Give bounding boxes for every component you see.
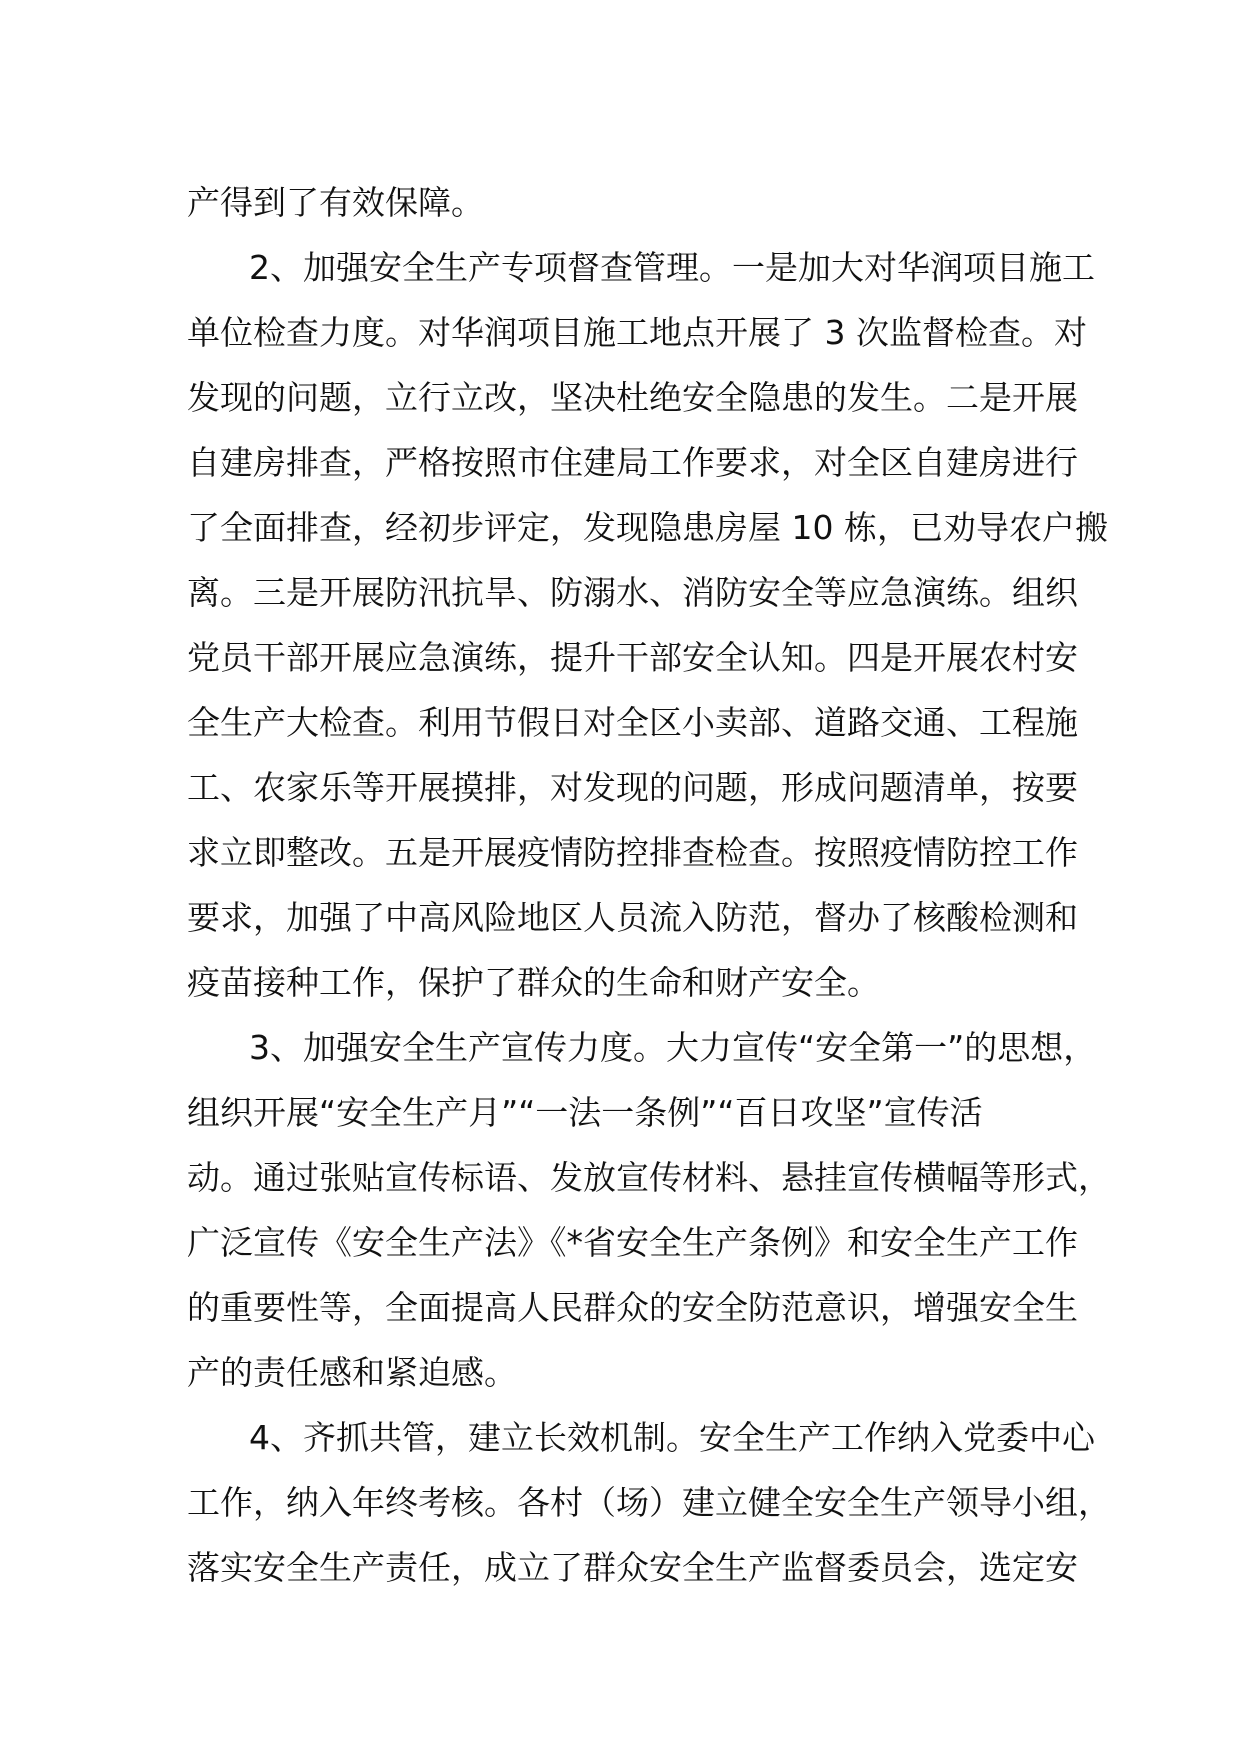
text-line: 产得到了有效保障。: [187, 183, 484, 222]
text-line: 单位检查力度。对华润项目施工地点开展了 3 次监督检查。对: [187, 313, 1087, 352]
text-line: 产的责任感和紧迫感。: [187, 1353, 517, 1392]
text-line: 自建房排查，严格按照市住建局工作要求，对全区自建房进行: [187, 443, 1078, 482]
text-line: 落实安全生产责任，成立了群众安全生产监督委员会，选定安: [187, 1548, 1078, 1587]
text-line: 了全面排查，经初步评定，发现隐患房屋 10 栋，已劝导农户搬: [187, 508, 1108, 547]
paragraph-3-start: 3、加强安全生产宣传力度。大力宣传“安全第一”的思想，: [249, 1028, 1097, 1067]
text-line: 要求，加强了中高风险地区人员流入防范，督办了核酸检测和: [187, 898, 1078, 937]
text-line: 动。通过张贴宣传标语、发放宣传材料、悬挂宣传横幅等形式，: [187, 1158, 1111, 1197]
text-line: 求立即整改。五是开展疫情防控排查检查。按照疫情防控工作: [187, 833, 1078, 872]
text-line: 工、农家乐等开展摸排，对发现的问题，形成问题清单，按要: [187, 768, 1078, 807]
text-line: 离。三是开展防汛抗旱、防溺水、消防安全等应急演练。组织: [187, 573, 1078, 612]
text-line: 党员干部开展应急演练，提升干部安全认知。四是开展农村安: [187, 638, 1078, 677]
text-line: 广泛宣传《安全生产法》《*省安全生产条例》和安全生产工作: [187, 1223, 1078, 1262]
text-line: 组织开展“安全生产月”“一法一条例”“百日攻坚”宣传活: [187, 1093, 983, 1132]
document-body: [187, 170, 1111, 1600]
text-line: 疫苗接种工作，保护了群众的生命和财产安全。: [187, 963, 880, 1002]
text-line: 的重要性等，全面提高人民群众的安全防范意识，增强安全生: [187, 1288, 1078, 1327]
paragraph-4-start: 4、齐抓共管，建立长效机制。安全生产工作纳入党委中心: [249, 1418, 1095, 1457]
text-line: 发现的问题，立行立改，坚决杜绝安全隐患的发生。二是开展: [187, 378, 1078, 417]
text-line: 工作，纳入年终考核。各村（场）建立健全安全生产领导小组，: [187, 1483, 1111, 1522]
text-line: 全生产大检查。利用节假日对全区小卖部、道路交通、工程施: [187, 703, 1078, 742]
paragraph-2-start: 2、加强安全生产专项督查管理。一是加大对华润项目施工: [249, 248, 1095, 287]
